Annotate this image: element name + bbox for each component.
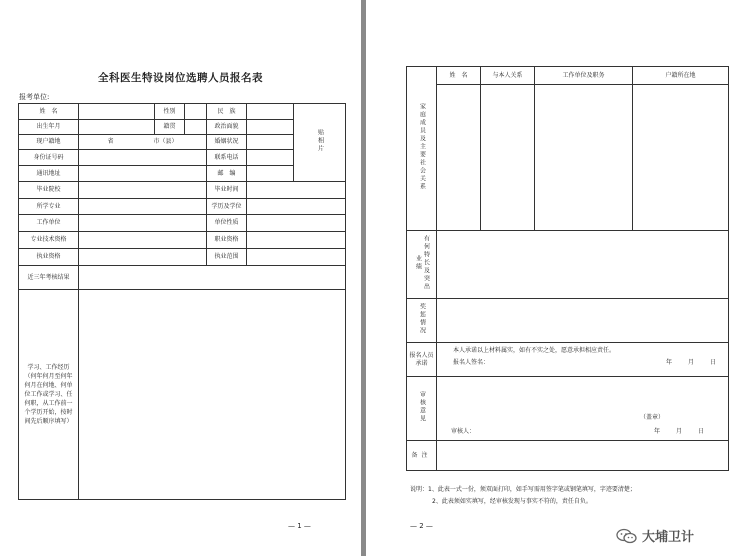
value-license[interactable] — [79, 249, 207, 266]
label-school: 毕业院校 — [19, 182, 79, 199]
family-header-residence: 户籍所在地 — [633, 67, 729, 85]
label-history: 学习、工作经历（何年何月至何年何月在何地、何单位工作或学习、任何职，从工作前一个学历开始，按时间先后顺序填写） — [19, 290, 79, 500]
wechat-icon — [616, 528, 638, 544]
form-title: 全科医生特设岗位选聘人员报名表 — [98, 72, 263, 84]
value-politics[interactable] — [247, 120, 294, 135]
value-phone[interactable] — [247, 150, 294, 166]
label-review: 审核意见 — [407, 377, 437, 441]
value-id[interactable] — [79, 150, 207, 166]
label-major: 所学专业 — [19, 199, 79, 215]
label-birth: 出生年月 — [19, 120, 79, 135]
value-history[interactable] — [79, 290, 346, 500]
value-postcode[interactable] — [247, 166, 294, 182]
label-address: 通讯地址 — [19, 166, 79, 182]
label-grad-time: 毕业时间 — [207, 182, 247, 199]
label-phone: 联系电话 — [207, 150, 247, 166]
value-grad-time[interactable] — [247, 182, 346, 199]
label-remarks: 备注 — [407, 441, 437, 471]
value-assess[interactable] — [79, 266, 346, 290]
value-remarks[interactable] — [437, 441, 729, 471]
label-gender: 性别 — [155, 104, 185, 120]
supplement-table — [406, 66, 729, 471]
value-rewards[interactable] — [437, 299, 729, 343]
unit-label: 报考单位: — [19, 93, 50, 101]
page-one — [0, 0, 361, 556]
label-pledge: 报名人员承诺 — [407, 343, 437, 377]
value-review: （盖章） 审核人： 年 月 日 — [437, 377, 729, 441]
value-work-unit[interactable] — [79, 215, 207, 232]
notes — [410, 484, 636, 508]
value-gender[interactable] — [185, 104, 207, 120]
photo-box: 贴相片 — [294, 104, 346, 182]
label-unit-nature: 单位性质 — [207, 215, 247, 232]
family-col-work[interactable] — [535, 85, 633, 231]
value-tech-title[interactable] — [79, 232, 207, 249]
value-marital[interactable] — [247, 135, 294, 150]
watermark-text: 大埔卫计 — [642, 530, 695, 545]
watermark — [616, 526, 694, 545]
value-qualification[interactable] — [247, 232, 346, 249]
registration-table — [18, 103, 346, 500]
page-number-one: — 1 — — [288, 522, 311, 530]
family-col-relation[interactable] — [481, 85, 535, 231]
family-header-name: 姓 名 — [437, 67, 481, 85]
value-scope[interactable] — [247, 249, 346, 266]
label-politics: 政治面貌 — [207, 120, 247, 135]
label-rewards: 奖惩情况 — [407, 299, 437, 343]
family-header-relation: 与本人关系 — [481, 67, 535, 85]
family-col-name[interactable] — [437, 85, 481, 231]
value-major[interactable] — [79, 199, 207, 215]
label-tech-title: 专业技术资格 — [19, 232, 79, 249]
note-1: 说明：1、此表一式一份，须双面打印，如手写需用签字笔或钢笔填写，字迹要清楚； — [410, 486, 636, 493]
note-2: 2、此表须如实填写，经审核发现与事实不符的，责任自负。 — [432, 498, 592, 505]
label-marital: 婚姻状况 — [207, 135, 247, 150]
value-unit-nature[interactable] — [247, 215, 346, 232]
page-number-two: — 2 — — [410, 522, 433, 530]
label-scope: 执业范围 — [207, 249, 247, 266]
label-work-unit: 工作单位 — [19, 215, 79, 232]
value-ethnicity[interactable] — [247, 104, 294, 120]
family-col-residence[interactable] — [633, 85, 729, 231]
label-id: 身份证号码 — [19, 150, 79, 166]
value-pledge: 本人承诺以上材料属实，如有不实之处，愿意承担相应责任。 报名人签名： 年 月 日 — [437, 343, 729, 377]
value-birth[interactable] — [79, 120, 155, 135]
value-address[interactable] — [79, 166, 207, 182]
label-ethnicity: 民 族 — [207, 104, 247, 120]
family-header-work: 工作单位及职务 — [535, 67, 633, 85]
label-residence: 现户籍地 — [19, 135, 79, 150]
value-residence[interactable]: 省 市（县） — [79, 135, 207, 150]
label-license: 执业资格 — [19, 249, 79, 266]
label-origin: 籍贯 — [155, 120, 185, 135]
label-assess: 近三年考核结果 — [19, 266, 79, 290]
value-origin[interactable] — [185, 120, 207, 135]
label-degree: 学历及学位 — [207, 199, 247, 215]
value-school[interactable] — [79, 182, 207, 199]
label-postcode: 邮 编 — [207, 166, 247, 182]
label-family: 家庭成员及主要社会关系 — [407, 67, 437, 231]
value-degree[interactable] — [247, 199, 346, 215]
label-specialty: 有何特长及突出业绩 — [407, 231, 437, 299]
value-specialty[interactable] — [437, 231, 729, 299]
label-name: 姓 名 — [19, 104, 79, 120]
value-name[interactable] — [79, 104, 155, 120]
label-qualification: 职业资格 — [207, 232, 247, 249]
